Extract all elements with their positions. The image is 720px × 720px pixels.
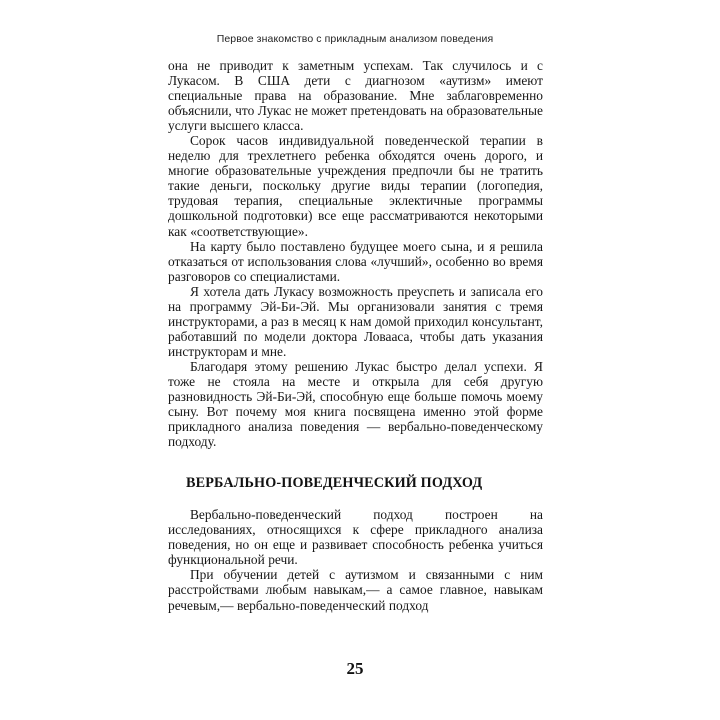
body-paragraph: На карту было поставлено будущее моего сына, и я решила отказаться от использования слова «лучший», особенно во время разговоров со специалистами. xyxy=(168,238,543,284)
section-paragraph: Вербально-поведенческий подход построен на исследованиях, относящихся к сфере прикладного анализа поведения, но он еще и развивает способность ребенка учиться функциональной речи. xyxy=(168,507,543,568)
body-paragraph: она не приводит к заметным успехам. Так случилось и с Лукасом. В США дети с диагнозом «аутизм» имеют специальные права на образование. Мне заблаговременно объяснили, что Лукас не может претендовать на образовательные услуги высшего класса. xyxy=(168,58,543,134)
text-column xyxy=(168,58,543,613)
page-number: 25 xyxy=(346,659,364,678)
body-paragraph: Я хотела дать Лукасу возможность преуспеть и записала его на программу Эй-Би-Эй. Мы организовали занятия с тремя инструкторами, а раз в месяц к нам домой приходил консультант, работавший по модели доктора Ловааса, чтобы дать указания инструкторам и мне. xyxy=(168,283,543,359)
body-paragraph: Благодаря этому решению Лукас быстро делал успехи. Я тоже не стояла на месте и открыла для себя другую разновидность Эй-Би-Эй, способную еще больше помочь моему сыну. Вот почему моя книга посвящена именно этой форме прикладного анализа поведения — вербально-поведенческому подходу. xyxy=(168,358,543,450)
section-paragraph: При обучении детей с аутизмом и связанными с ним расстройствами любым навыкам,— а самое главное, навыкам речевым,— вербально-поведенческий подход xyxy=(168,567,543,613)
section-heading: ВЕРБАЛЬНО-ПОВЕДЕНЧЕСКИЙ ПОДХОД xyxy=(186,475,483,492)
body-paragraph: Сорок часов индивидуальной поведенческой терапии в неделю для трехлетнего ребенка обходятся очень дорого, и многие образовательные учреждения предпочли бы не тратить такие деньги, поскольку другие виды терапии (логопедия, трудовая терапия, специальные эклектичные программы дошкольной подготовки) все еще рассматриваются некоторыми как «соответствующие». xyxy=(168,133,543,239)
heading-spacer-below xyxy=(168,492,543,507)
heading-spacer-above xyxy=(168,449,543,475)
running-header: Первое знакомство с прикладным анализом поведения xyxy=(216,33,494,45)
